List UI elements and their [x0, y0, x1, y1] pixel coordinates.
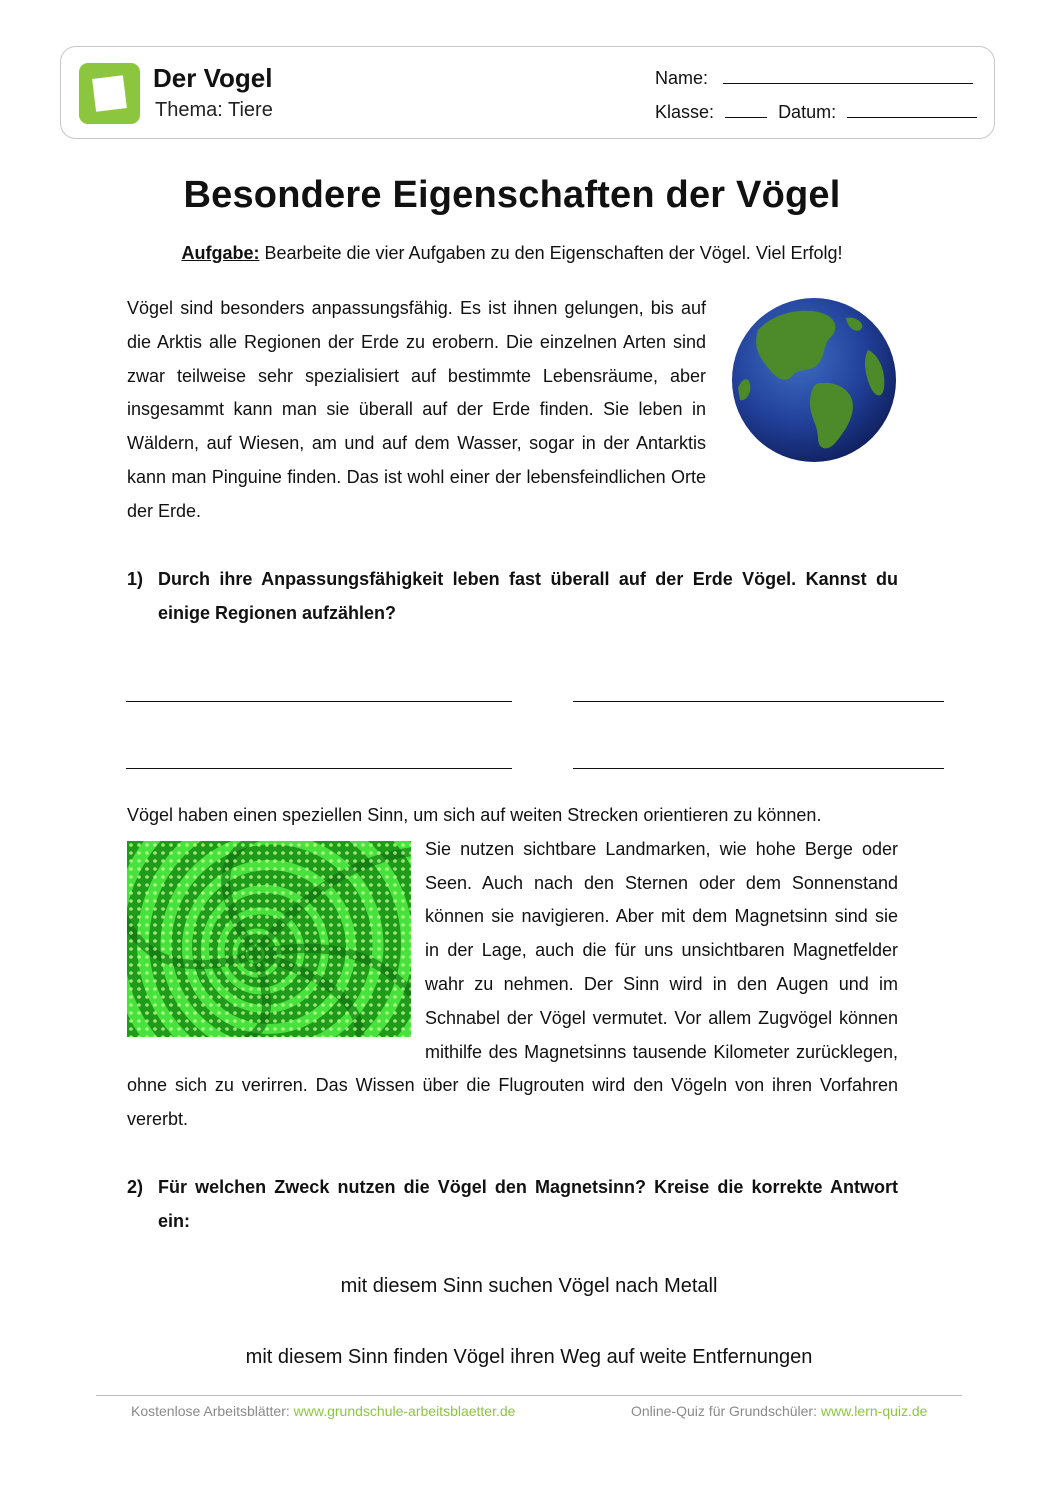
question-2: [127, 1170, 898, 1238]
paragraph-magnetic-sense-text: Sie nutzen sichtbare Landmarken, wie hohe Berge oder Seen. Auch nach den Sternen oder dem Sonnenstand können sie navigieren. Aber mit dem Magnetsinn sind sie in der Lage, auch die für uns unsichtbaren Magnetfelder wahr zu nehmen. Der Sinn wird in den Augen und im Schnabel der Vögel vermutet. Vor allem Zugvögel können mithilfe des Magnetsinns tausende Kilometer zurücklegen, ohne sich zu verirren. Das Wissen über die Flugrouten wird den Vögeln von ihren Vorfahren vererbt.: [127, 838, 898, 1130]
footer-right-link[interactable]: www.lern-quiz.de: [820, 1403, 928, 1419]
question-2-number: 2): [127, 1177, 144, 1197]
answer-line[interactable]: [126, 768, 512, 769]
date-blank[interactable]: [847, 104, 977, 118]
paragraph-magnetic-sense: [127, 799, 898, 1137]
footer-divider: [96, 1395, 962, 1396]
worksheet-topic: Thema: Tiere: [155, 99, 273, 121]
worksheet-header: [60, 46, 995, 139]
footer-right: [631, 1403, 927, 1419]
task-text: Bearbeite die vier Aufgaben zu den Eigenschaften der Vögel. Viel Erfolg!: [259, 243, 843, 263]
question-1-text: Durch ihre Anpassungsfähigkeit leben fast überall auf der Erde Vögel. Kannst du einige Regionen aufzählen?: [158, 569, 898, 623]
name-blank[interactable]: [723, 70, 973, 84]
footer-left-label: Kostenlose Arbeitsblätter:: [131, 1403, 294, 1419]
name-field-row: [655, 68, 973, 89]
question-2-text: Für welchen Zweck nutzen die Vögel den Magnetsinn? Kreise die korrekte Antwort ein:: [158, 1177, 898, 1231]
task-label: Aufgabe:: [181, 243, 260, 263]
class-blank[interactable]: [725, 104, 767, 118]
answer-option-1[interactable]: mit diesem Sinn suchen Vögel nach Metall: [340, 1275, 718, 1297]
paragraph-habitats: [127, 292, 898, 529]
class-label: Klasse:: [655, 102, 715, 122]
paragraph-magnetic-sense-intro: Vögel haben einen speziellen Sinn, um sich auf weiten Strecken orientieren zu können.: [127, 805, 822, 825]
name-label: Name:: [655, 68, 709, 88]
earth-globe-image: [718, 292, 898, 462]
green-spiral-image: [127, 841, 411, 1037]
footer-left: [131, 1403, 515, 1419]
answer-line[interactable]: [573, 768, 944, 769]
worksheet-title: Der Vogel: [153, 63, 273, 93]
class-date-row: [655, 102, 977, 123]
task-instruction: [0, 243, 1024, 264]
date-label: Datum:: [778, 102, 837, 122]
paragraph-habitats-text: Vögel sind besonders anpassungsfähig. Es ist ihnen gelungen, bis auf die Arktis alle Regionen der Erde zu erobern. Die einzelnen Arten sind zwar teilweise sehr spezialisiert auf bestimmte Lebensräume, aber insgesammt kann man sie überall auf der Erde finden. Sie leben in Wäldern, auf Wiesen, am und auf dem Wasser, sogar in der Antarktis kann man Pinguine finden. Das ist wohl einer der lebensfeindlichen Orte der Erde.: [127, 298, 706, 521]
worksheet-logo-icon: [79, 63, 140, 124]
answer-option-2[interactable]: mit diesem Sinn finden Vögel ihren Weg auf weite Entfernungen: [245, 1346, 813, 1368]
footer-left-link[interactable]: www.grundschule-arbeitsblaetter.de: [293, 1403, 516, 1419]
page-title: Besondere Eigenschaften der Vögel: [183, 174, 841, 216]
question-1: [127, 562, 898, 630]
footer-right-label: Online-Quiz für Grundschüler:: [631, 1403, 821, 1419]
question-1-number: 1): [127, 569, 144, 589]
answer-line[interactable]: [126, 701, 512, 702]
answer-line[interactable]: [573, 701, 944, 702]
